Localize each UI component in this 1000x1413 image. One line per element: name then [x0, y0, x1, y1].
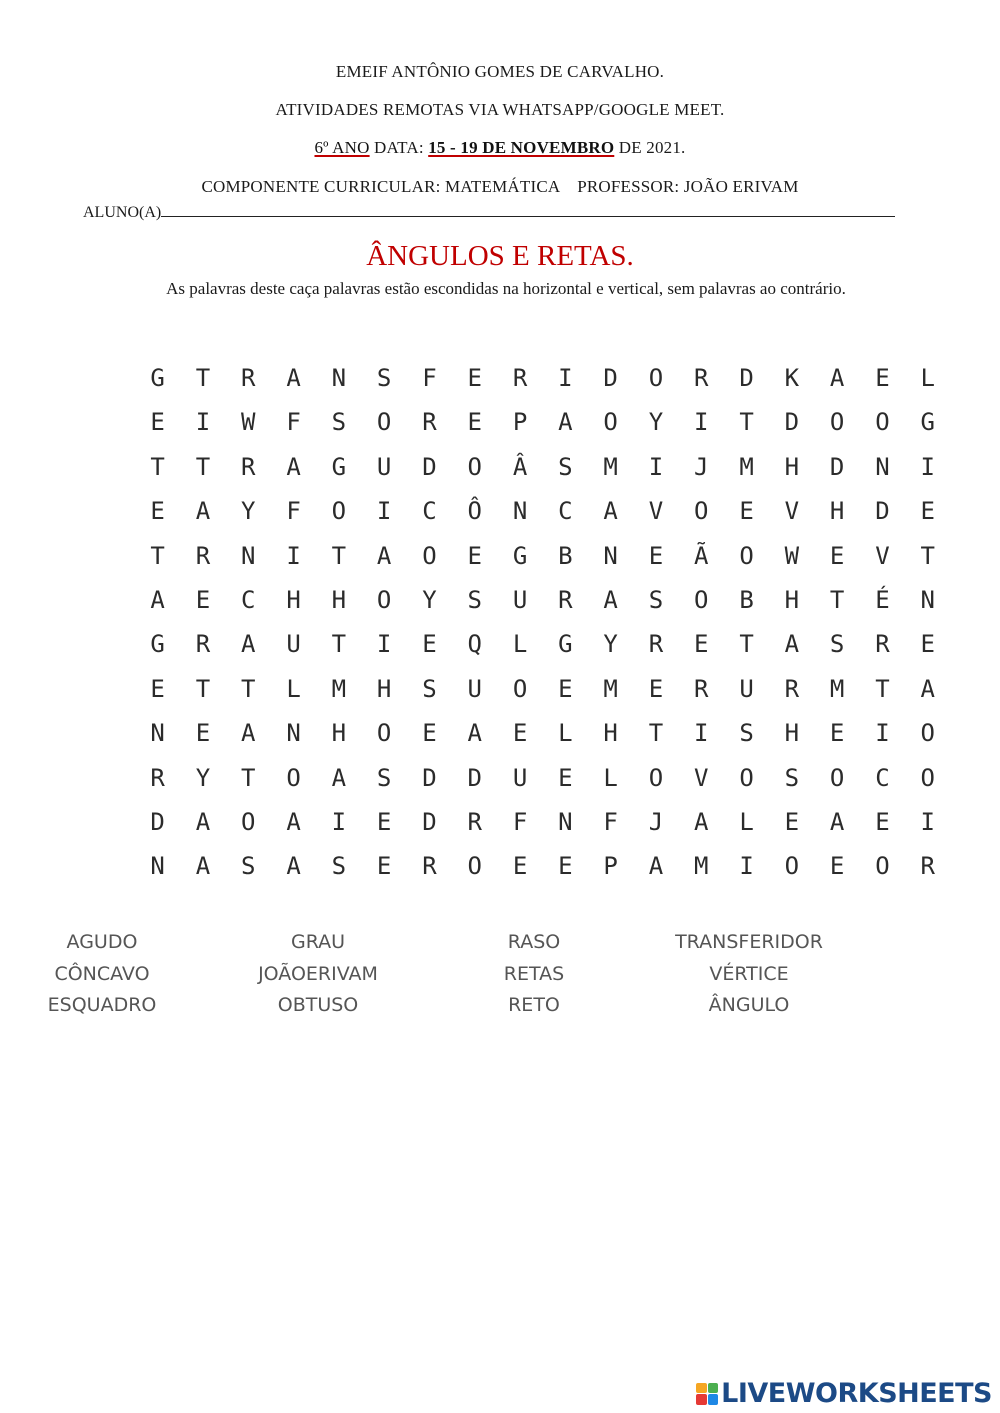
student-name-field	[83, 202, 895, 222]
grid-letter: E	[467, 408, 482, 437]
grid-letter: A	[150, 585, 165, 614]
grid-letter: U	[739, 674, 754, 703]
grid-letter: E	[512, 852, 528, 881]
grid-letter: W	[784, 541, 800, 570]
grid-letter: I	[694, 719, 709, 748]
grid-letter: R	[195, 541, 211, 570]
grid-letter: G	[150, 630, 165, 659]
grid-row	[135, 405, 935, 449]
word-search-grid	[135, 361, 935, 894]
grid-letter: U	[512, 585, 528, 614]
grid-letter: R	[241, 364, 256, 392]
logo-square	[708, 1383, 719, 1394]
grid-letter: H	[784, 585, 800, 614]
grid-letter: D	[875, 497, 890, 526]
grid-row	[135, 583, 935, 627]
grid-letter: O	[920, 719, 935, 748]
grid-letter: U	[467, 674, 482, 703]
grid-letter: R	[558, 585, 573, 614]
component-line	[0, 177, 1000, 197]
grid-letter: R	[195, 630, 211, 659]
grid-letter: E	[558, 852, 573, 881]
grid-letter: F	[512, 807, 528, 836]
grid-letter: D	[739, 364, 754, 392]
grid-letter: O	[376, 408, 392, 437]
word-item: VÉRTICE	[709, 962, 789, 985]
grid-letter: H	[331, 719, 347, 748]
grid-letter: H	[286, 585, 301, 614]
grid-letter: J	[694, 452, 709, 481]
grid-letter: A	[829, 364, 845, 392]
word-column	[649, 928, 849, 1023]
grid-letter: F	[603, 807, 618, 836]
grid-letter: H	[603, 719, 618, 748]
grid-letter: A	[784, 630, 800, 659]
word-item: RETO	[508, 994, 560, 1016]
grid-letter: T	[648, 719, 664, 748]
grid-letter: N	[603, 541, 618, 570]
grid-letter: T	[195, 674, 211, 703]
grid-letter: D	[784, 408, 800, 437]
grid-letter: E	[920, 630, 935, 659]
grid-letter: I	[694, 408, 709, 437]
grid-letter: B	[558, 541, 573, 570]
logo-text: LIVEWORKSHEETS	[721, 1378, 992, 1409]
grid-letter: A	[286, 364, 301, 392]
grid-letter: S	[829, 630, 845, 659]
grid-letter: L	[512, 630, 528, 659]
grid-letter: H	[784, 452, 800, 481]
grid-letter: R	[241, 452, 256, 481]
grid-letter: Â	[512, 452, 528, 481]
grid-letter: T	[241, 674, 256, 703]
word-column	[434, 928, 634, 1023]
grid-letter: Y	[241, 497, 256, 526]
grid-letter: L	[286, 674, 301, 703]
grid-letter: R	[422, 408, 437, 437]
grid-letter: S	[648, 585, 664, 614]
logo-square	[696, 1383, 707, 1394]
grid-letter: I	[648, 452, 664, 481]
grid-letter: D	[422, 452, 437, 481]
grid-letter: I	[875, 719, 890, 748]
grid-letter: T	[875, 674, 890, 703]
grid-letter: W	[241, 408, 256, 437]
grid-letter: T	[331, 630, 347, 659]
grid-row	[135, 849, 935, 893]
grid-letter: E	[422, 630, 437, 659]
grid-letter: N	[558, 807, 573, 836]
grid-letter: F	[286, 408, 301, 437]
word-column	[2, 928, 202, 1023]
grid-letter: C	[875, 763, 890, 792]
grid-letter: O	[875, 408, 890, 437]
grid-letter: O	[512, 674, 528, 703]
grid-letter: O	[603, 408, 618, 437]
grid-letter: D	[603, 364, 618, 392]
grid-letter: D	[829, 452, 845, 481]
grid-letter: I	[376, 630, 392, 659]
grid-letter: I	[195, 408, 211, 437]
grid-letter: O	[784, 852, 800, 881]
grid-letter: N	[331, 364, 347, 392]
grid-letter: T	[739, 630, 754, 659]
grid-letter: N	[241, 541, 256, 570]
grid-letter: O	[241, 807, 256, 836]
word-item: ÂNGULO	[708, 994, 790, 1016]
grid-letter: C	[558, 497, 573, 526]
liveworksheets-logo	[696, 1378, 992, 1409]
grid-letter: O	[694, 585, 709, 614]
grid-letter: R	[512, 364, 528, 392]
grid-letter: Y	[648, 408, 664, 437]
grid-letter: I	[920, 807, 935, 836]
word-item: RASO	[507, 931, 561, 953]
grid-letter: L	[920, 364, 935, 392]
grid-letter: Ô	[467, 497, 482, 526]
grid-letter: T	[920, 541, 935, 570]
grid-letter: T	[829, 585, 845, 614]
grid-letter: P	[512, 408, 528, 437]
grid-letter: E	[195, 719, 211, 748]
grid-letter: H	[784, 719, 800, 748]
grid-letter: P	[603, 852, 618, 881]
grid-letter: O	[467, 852, 482, 881]
grid-letter: Y	[422, 585, 437, 614]
grid-letter: N	[150, 719, 165, 748]
word-item: ESQUADRO	[47, 994, 157, 1016]
logo-square	[708, 1394, 719, 1405]
grid-letter: E	[467, 541, 482, 570]
grid-letter: L	[558, 719, 573, 748]
grid-letter: S	[241, 852, 256, 881]
grid-letter: E	[376, 807, 392, 836]
grid-letter: A	[195, 497, 211, 526]
grid-letter: I	[920, 452, 935, 481]
grid-letter: M	[603, 452, 618, 481]
grid-letter: O	[286, 763, 301, 792]
grid-letter: F	[422, 364, 437, 392]
grid-letter: M	[331, 674, 347, 703]
activities-line: ATIVIDADES REMOTAS VIA WHATSAPP/GOOGLE MEET.	[275, 100, 725, 119]
grid-letter: I	[376, 497, 392, 526]
grid-row	[135, 627, 935, 671]
grid-letter: R	[694, 674, 709, 703]
grid-letter: S	[739, 719, 754, 748]
grid-letter: E	[648, 674, 664, 703]
grid-letter: A	[286, 807, 301, 836]
grid-letter: E	[694, 630, 709, 659]
word-item: JOÃOERIVAM	[258, 962, 378, 985]
instructions: As palavras deste caça palavras estão escondidas na horizontal e vertical, sem palavras ao contrário.	[166, 279, 846, 298]
grid-letter: A	[286, 452, 301, 481]
grid-letter: S	[422, 674, 437, 703]
grid-letter: Y	[603, 630, 618, 659]
year-label: DE 2021.	[614, 138, 686, 157]
grid-letter: D	[467, 763, 482, 792]
grid-letter: L	[739, 807, 754, 836]
grid-letter: O	[875, 852, 890, 881]
word-item: GRAU	[290, 931, 346, 953]
grid-letter: I	[558, 364, 573, 392]
grid-letter: R	[648, 630, 664, 659]
grid-letter: M	[829, 674, 845, 703]
grid-letter: T	[195, 452, 211, 481]
grid-letter: D	[422, 763, 437, 792]
grid-letter: N	[286, 719, 301, 748]
grid-letter: G	[331, 452, 347, 481]
grid-letter: Y	[195, 763, 211, 792]
grid-row	[135, 450, 935, 494]
grid-letter: T	[150, 541, 165, 570]
grid-letter: I	[739, 852, 754, 881]
grade-label: 6º ANO	[314, 138, 370, 157]
grid-letter: C	[422, 497, 437, 526]
grid-letter: A	[467, 719, 482, 748]
grid-letter: E	[875, 807, 890, 836]
grid-letter: A	[331, 763, 347, 792]
school-name: EMEIF ANTÔNIO GOMES DE CARVALHO.	[335, 62, 665, 81]
grid-letter: R	[467, 807, 482, 836]
grid-letter: S	[558, 452, 573, 481]
grid-letter: N	[150, 852, 165, 881]
grid-letter: R	[875, 630, 890, 659]
grid-letter: R	[920, 852, 935, 881]
grid-row	[135, 494, 935, 538]
grid-letter: E	[875, 364, 890, 392]
grid-letter: R	[784, 674, 800, 703]
grid-letter: U	[286, 630, 301, 659]
grid-letter: Q	[467, 630, 482, 659]
grid-letter: E	[150, 497, 165, 526]
grid-letter: C	[241, 585, 256, 614]
grid-letter: T	[195, 364, 211, 392]
grid-letter: A	[286, 852, 301, 881]
grid-letter: E	[558, 674, 573, 703]
grid-letter: A	[241, 719, 256, 748]
grid-letter: O	[829, 763, 845, 792]
grid-letter: A	[920, 674, 935, 703]
word-item: CÔNCAVO	[54, 962, 150, 985]
grid-letter: O	[694, 497, 709, 526]
word-item: AGUDO	[66, 931, 138, 953]
grid-letter: V	[875, 541, 890, 570]
grid-letter: N	[920, 585, 935, 614]
grid-row	[135, 672, 935, 716]
grid-letter: M	[603, 674, 618, 703]
grid-letter: A	[195, 852, 211, 881]
date-line	[0, 138, 1000, 158]
grid-letter: E	[829, 852, 845, 881]
grid-letter: R	[150, 763, 165, 792]
grid-letter: T	[241, 763, 256, 792]
grid-letter: A	[241, 630, 256, 659]
grid-letter: O	[648, 364, 664, 392]
grid-letter: O	[376, 719, 392, 748]
logo-square	[696, 1394, 707, 1405]
grid-letter: V	[648, 497, 664, 526]
grid-letter: A	[603, 497, 618, 526]
grid-letter: H	[331, 585, 347, 614]
grid-letter: S	[331, 408, 347, 437]
grid-letter: E	[920, 497, 935, 526]
grid-letter: U	[512, 763, 528, 792]
grid-letter: S	[467, 585, 482, 614]
grid-letter: E	[829, 541, 845, 570]
grid-letter: V	[784, 497, 800, 526]
grid-letter: A	[603, 585, 618, 614]
grid-letter: E	[558, 763, 573, 792]
grid-letter: O	[422, 541, 437, 570]
grid-letter: E	[422, 719, 437, 748]
grid-letter: E	[150, 408, 165, 437]
grid-letter: N	[875, 452, 890, 481]
logo-mark-icon	[696, 1383, 718, 1405]
word-column	[218, 928, 418, 1023]
grid-letter: E	[648, 541, 664, 570]
grid-letter: D	[422, 807, 437, 836]
grid-letter: O	[739, 541, 754, 570]
grid-letter: S	[376, 763, 392, 792]
grid-letter: E	[150, 674, 165, 703]
grid-row	[135, 761, 935, 805]
student-name-line	[161, 202, 895, 217]
grid-letter: A	[829, 807, 845, 836]
grid-letter: B	[739, 585, 754, 614]
grid-letter: O	[376, 585, 392, 614]
grid-letter: A	[648, 852, 664, 881]
grid-letter: T	[331, 541, 347, 570]
grid-letter: I	[286, 541, 301, 570]
word-item: TRANSFERIDOR	[675, 931, 823, 953]
grid-letter: N	[512, 497, 528, 526]
grid-letter: S	[376, 364, 392, 392]
grid-letter: R	[422, 852, 437, 881]
grid-letter: T	[150, 452, 165, 481]
grid-letter: J	[648, 807, 664, 836]
grid-letter: A	[195, 807, 211, 836]
grid-letter: A	[558, 408, 573, 437]
grid-letter: A	[376, 541, 392, 570]
grid-letter: M	[694, 852, 709, 881]
grid-letter: G	[558, 630, 573, 659]
grid-letter: E	[512, 719, 528, 748]
grid-letter: O	[920, 763, 935, 792]
word-item: OBTUSO	[277, 994, 359, 1016]
grid-letter: O	[829, 408, 845, 437]
worksheet-title: ÂNGULOS E RETAS.	[366, 240, 634, 272]
grid-letter: A	[694, 807, 709, 836]
grid-letter: O	[331, 497, 347, 526]
grid-letter: R	[694, 364, 709, 392]
grid-letter: M	[739, 452, 754, 481]
grid-letter: L	[603, 763, 618, 792]
grid-letter: U	[376, 452, 392, 481]
grid-row	[135, 361, 935, 405]
grid-letter: E	[784, 807, 800, 836]
grid-letter: H	[829, 497, 845, 526]
grid-letter: E	[195, 585, 211, 614]
component-text: COMPONENTE CURRICULAR: MATEMÁTICA PROFESSOR: JOÃO ERIVAM	[201, 177, 799, 196]
grid-letter: Ã	[694, 541, 709, 570]
grid-letter: É	[875, 585, 890, 614]
grid-letter: S	[784, 763, 800, 792]
date-label: DATA:	[369, 138, 429, 157]
grid-letter: F	[286, 497, 301, 526]
grid-letter: O	[648, 763, 664, 792]
grid-letter: T	[739, 408, 754, 437]
grid-row	[135, 539, 935, 583]
grid-letter: E	[829, 719, 845, 748]
grid-row	[135, 716, 935, 760]
grid-letter: E	[739, 497, 754, 526]
student-label: ALUNO(A)	[83, 204, 162, 221]
grid-letter: O	[739, 763, 754, 792]
grid-letter: V	[694, 763, 709, 792]
grid-letter: E	[467, 364, 482, 392]
grid-letter: D	[150, 807, 165, 836]
grid-letter: G	[150, 364, 165, 392]
grid-letter: S	[331, 852, 347, 881]
date-range: 15 - 19 DE NOVEMBRO	[428, 138, 615, 157]
grid-letter: E	[376, 852, 392, 881]
grid-letter: O	[467, 452, 482, 481]
grid-letter: K	[784, 364, 800, 392]
grid-letter: I	[331, 807, 347, 836]
grid-letter: G	[512, 541, 528, 570]
grid-row	[135, 805, 935, 849]
grid-letter: G	[920, 408, 935, 437]
grid-letter: H	[376, 674, 392, 703]
word-item: RETAS	[503, 962, 565, 985]
